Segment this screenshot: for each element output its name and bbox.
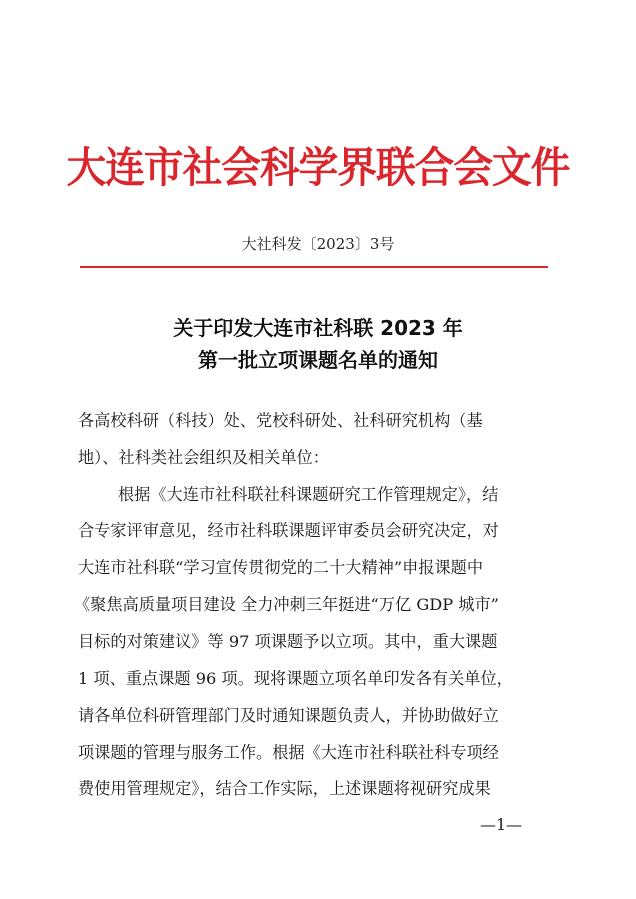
page-number: —1— — [480, 815, 523, 834]
body-line: 各高校科研（科技）处、党校科研处、社科研究机构（基 — [78, 411, 483, 430]
body-line: 1 项、重点课题 96 项。现将课题立项名单印发各有关单位， — [78, 669, 513, 688]
body-line: 《聚焦高质量项目建设 全力冲刺三年挺进“万亿 GDP 城市” — [74, 595, 499, 614]
body-line: 费使用管理规定》，结合工作实际，上述课题将视研究成果 — [78, 779, 491, 798]
body-line: 目标的对策建议》等 97 项课题予以立项。其中，重大课题 — [78, 632, 498, 651]
document-header-title: 大连市社会科学界联合会文件 — [66, 143, 570, 192]
body-line: 请各单位科研管理部门及时通知课题负责人，并协助做好立 — [78, 706, 499, 725]
red-divider-line — [80, 266, 548, 268]
notice-title-line-1: 关于印发大连市社科联 2023 年 — [173, 316, 463, 340]
body-line: 根据《大连市社科联社科课题研究工作管理规定》，结 — [118, 485, 499, 504]
body-line: 项课题的管理与服务工作。根据《大连市社科联社科专项经 — [78, 743, 499, 762]
body-line: 地）、社科类社会组织及相关单位： — [78, 448, 329, 467]
body-line: 合专家评审意见，经市社科联课题评审委员会研究决定，对 — [78, 521, 499, 540]
document-number: 大社科发〔2023〕3号 — [241, 235, 395, 253]
body-line: 大连市社科联“学习宣传贯彻党的二十大精神”申报课题中 — [78, 558, 484, 577]
notice-title-line-2: 第一批立项课题名单的通知 — [198, 348, 438, 372]
